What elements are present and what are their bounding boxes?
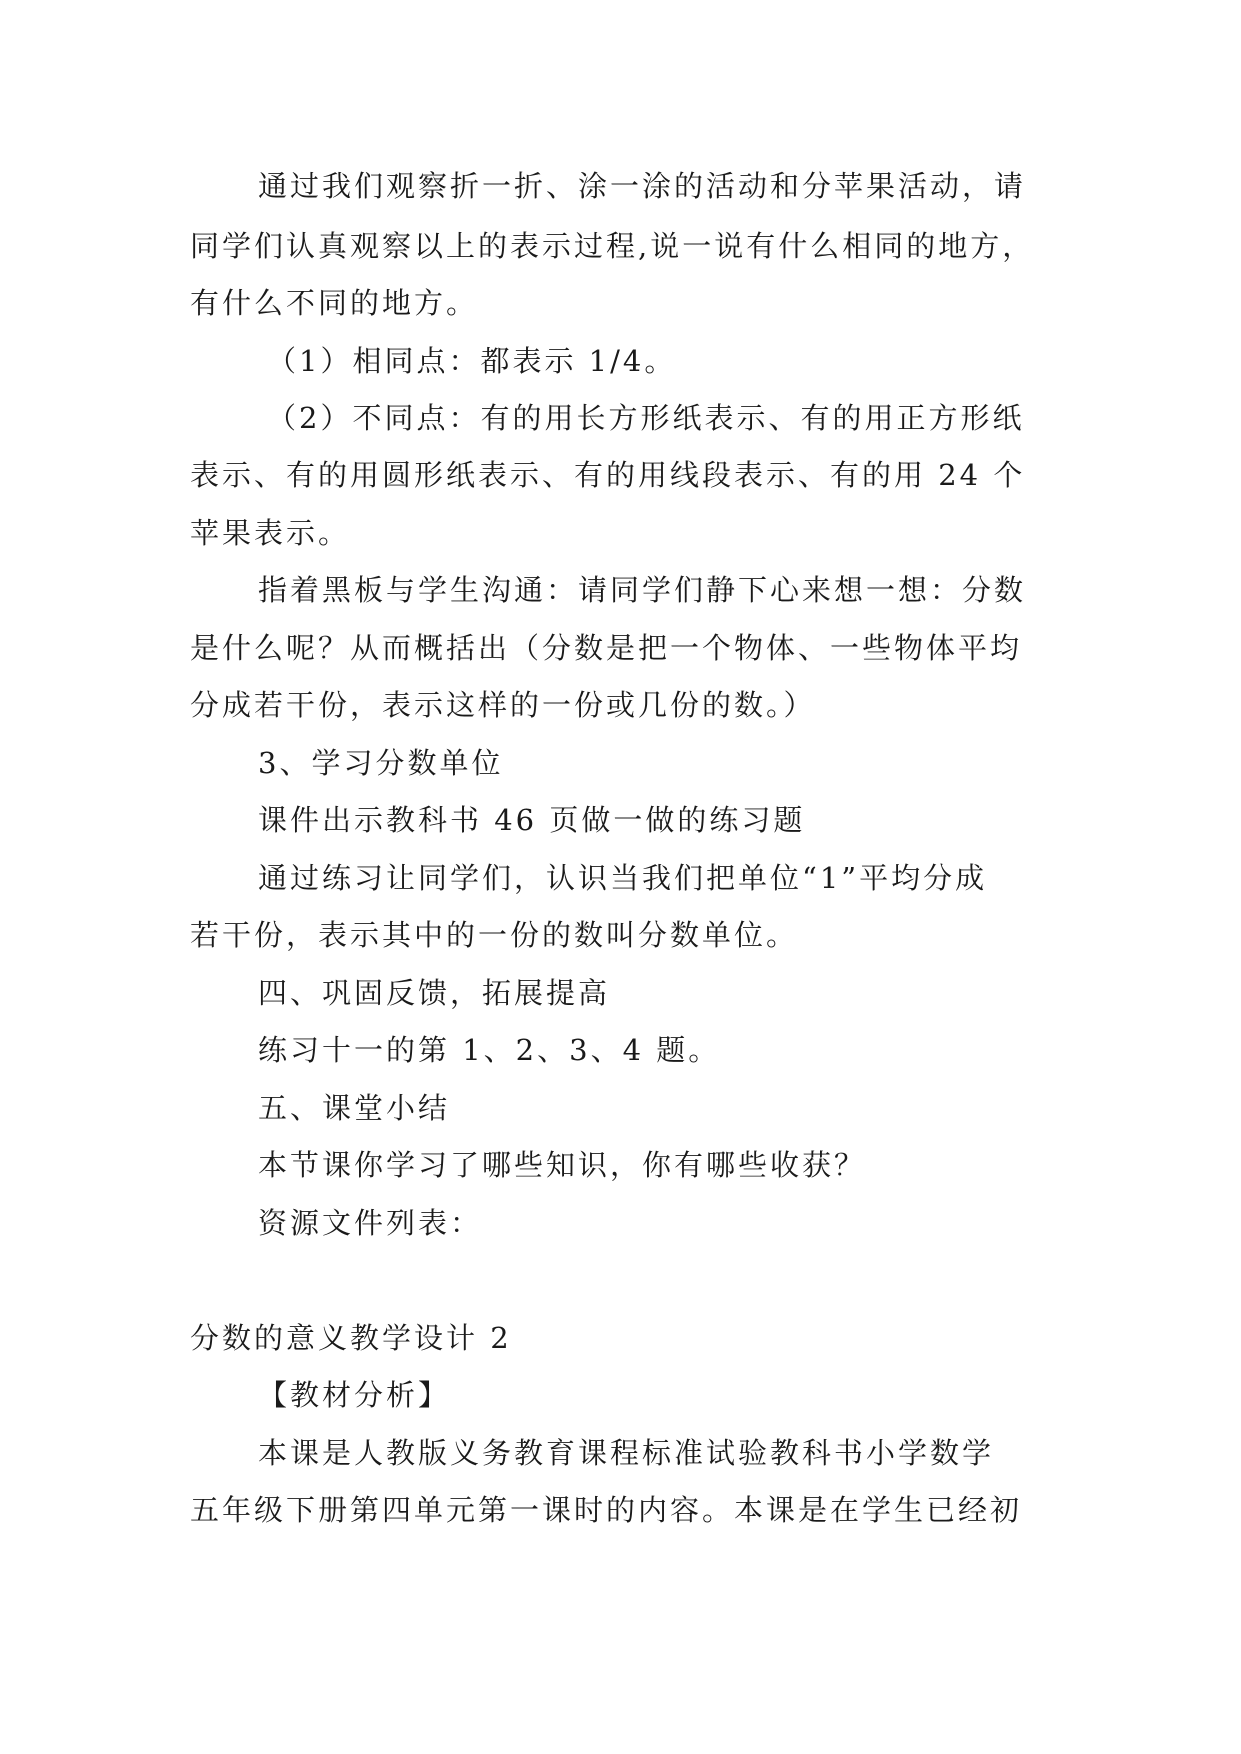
paragraph-line: 练习十一的第 1、2、3、4 题。 <box>258 1033 721 1067</box>
paragraph-line: 表示、有的用圆形纸表示、有的用线段表示、有的用 24 个 <box>190 458 1026 492</box>
section-heading: 五、课堂小结 <box>258 1091 451 1125</box>
paragraph-line: 资源文件列表： <box>258 1206 483 1240</box>
paragraph-line: 苹果表示。 <box>190 516 351 550</box>
paragraph-line: 通过练习让同学们，认识当我们把单位“1”平均分成 <box>258 861 988 895</box>
paragraph-line: 课件出示教科书 46 页做一做的练习题 <box>258 803 806 837</box>
list-item: （1）相同点：都表示 1/4。 <box>267 344 677 378</box>
paragraph-line: 指着黑板与学生沟通：请同学们静下心来想一想：分数 <box>258 573 1027 607</box>
paragraph-line: 分成若干份，表示这样的一份或几份的数。） <box>190 688 816 722</box>
paragraph-line: 若干份，表示其中的一份的数叫分数单位。 <box>190 918 799 952</box>
paragraph-line: 本课是人教版义务教育课程标准试验教科书小学数学 <box>258 1436 995 1470</box>
list-item: （2）不同点：有的用长方形纸表示、有的用正方形纸 <box>267 401 1025 435</box>
paragraph-line: 有什么不同的地方。 <box>190 286 479 320</box>
section-heading: 【教材分析】 <box>258 1378 451 1412</box>
paragraph-line: 本节课你学习了哪些知识，你有哪些收获？ <box>258 1148 867 1182</box>
paragraph-line: 同学们认真观察以上的表示过程,说一说有什么相同的地方， <box>190 229 1035 263</box>
section-heading: 四、巩固反馈，拓展提高 <box>258 976 611 1010</box>
paragraph-line: 是什么呢？从而概括出（分数是把一个物体、一些物体平均 <box>190 631 1023 665</box>
document-title: 分数的意义教学设计 2 <box>190 1321 512 1355</box>
section-heading: 3、学习分数单位 <box>258 746 504 780</box>
paragraph-line: 通过我们观察折一折、涂一涂的活动和分苹果活动，请 <box>258 169 1027 203</box>
paragraph-line: 五年级下册第四单元第一课时的内容。本课是在学生已经初 <box>190 1493 1023 1527</box>
